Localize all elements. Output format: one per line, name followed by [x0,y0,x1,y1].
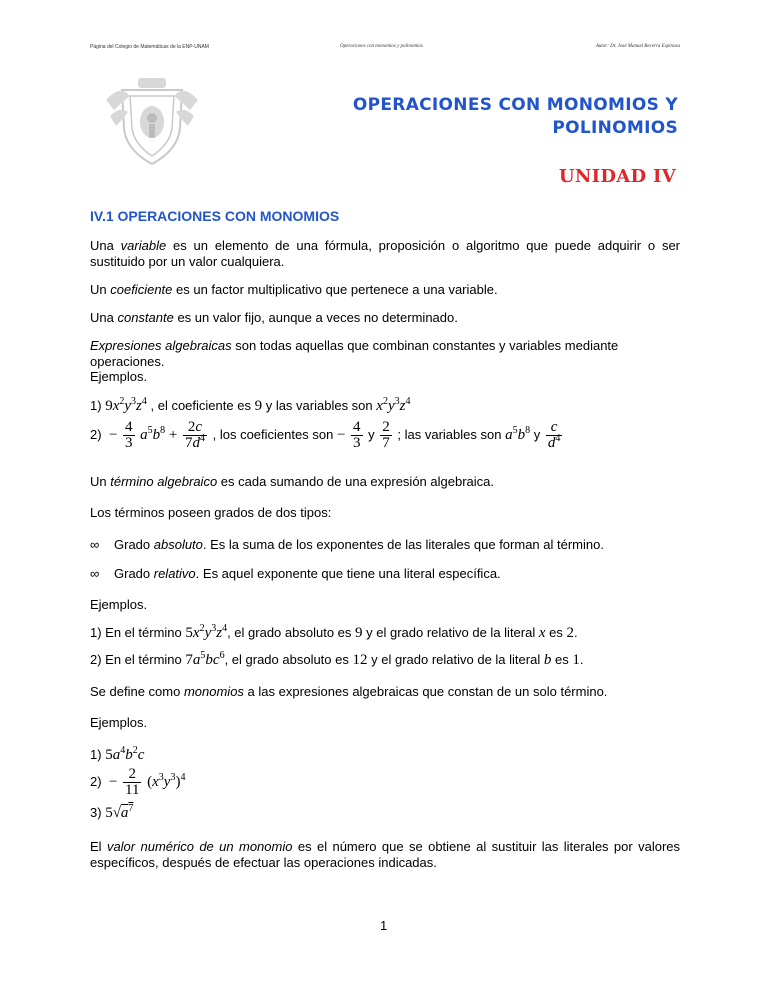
term-coeficiente: coeficiente [110,282,173,297]
absolute-degree-value: 12 [352,652,368,668]
term-expresiones: Expresiones algebraicas [90,338,232,353]
text: . [574,625,578,640]
bullet-relativo [114,566,501,581]
grado-example-2 [90,652,680,668]
text: . Es aquel exponente que tiene una literal específica. [195,566,501,581]
header-left: Página del Colegio de Matemáticas de la ENP-UNAM [90,44,209,50]
paragraph-valor-numerico [90,839,680,871]
math-x3y3-pow4: $(x^3y^3)^4$ [147,771,186,790]
text: ; las variables son [397,426,502,442]
monomio-example-3 [90,805,680,821]
text: es un factor multiplicativo que pertenece a una variable. [172,282,498,297]
text: , el coeficiente es [150,398,251,413]
text: , el grado absoluto es [224,652,349,667]
term-monomios: monomios [183,684,244,699]
math-x2y3z4: $x^2y^3z^4$ [376,396,411,414]
text: son todas aquellas que combinan constantes y variables mediante operaciones. [90,338,619,369]
title-line-2: POLINOMIOS [552,118,678,138]
ejemplos-label-3: Ejemplos. [90,715,148,730]
paragraph-monomios [90,684,680,700]
math-minus: − [336,426,346,443]
fraction-2c-7d4: $\frac{2c}{7d^4}$ [185,419,205,451]
fraction-4-3: $\frac{4}{3}$ [125,419,133,451]
fraction-2-11: $\frac{2}{11}$ [125,766,140,798]
math-a5b8: $a^5b^8$ [505,424,531,443]
text: 1) En el término [90,625,182,640]
header-right: Autor: Dr. José Manuel Becerra Espinosa [595,44,680,49]
text: . [579,652,584,667]
math-minus: − [105,426,118,443]
math-a5b8: $a^5b^8$ + [140,424,178,443]
literal: b [543,652,552,668]
example-number: 2) [90,773,102,789]
text: . Es la suma de los exponentes de las literales que forman al término. [202,537,604,552]
text: y las variables son [265,398,373,413]
text: Un [90,282,111,297]
text: Un [90,474,111,489]
ejemplos-label-2: Ejemplos. [90,597,148,612]
text: Se define como [90,684,184,699]
text: es un elemento de una fórmula, proposición o algoritmo que puede adquirir o ser sustituido por un valor cualquiera. [90,238,680,269]
term-constante: constante [117,310,174,325]
text: y el grado relativo de la literal [366,625,536,640]
term-termino-algebraico: término algebraico [110,474,218,489]
monomio-example-1 [90,747,680,763]
text: y [533,426,541,442]
text: 2) En el término [90,652,182,667]
monomio-example-2 [90,767,680,798]
bullet-absoluto [114,537,604,552]
math-5sqrt-a7: $5√a^7$ [105,803,134,821]
term-variable: variable [120,238,167,253]
document-title [248,94,678,140]
relative-degree-value: 1 [572,652,580,668]
term-valor-numerico: valor numérico de un monomio [106,839,293,854]
text: Grado [114,537,154,552]
paragraph-grados: Los términos poseen grados de dos tipos: [90,505,332,520]
math-5a4b2c: $5a^4b^2c$ [105,745,145,763]
example-2 [90,420,680,451]
math-5x2y3z4: $5x^2y^3z^4$ [185,623,228,641]
paragraph-variable [90,238,680,270]
unam-seal-logo [100,70,204,174]
grado-example-1 [90,625,680,641]
text: y el grado relativo de la literal [371,652,541,667]
header-center: Operaciones con monomios y polinomios [340,44,423,49]
fraction-4-3: $\frac{4}{3}$ [353,419,361,451]
math-minus: − [105,773,118,790]
text: es un valor fijo, aunque a veces no determinado. [173,310,458,325]
fraction-2-7: $\frac{2}{7}$ [382,419,390,451]
term-absoluto: absoluto [153,537,203,552]
text: Una [90,238,121,253]
text: , los coeficientes son [212,426,334,442]
section-heading: IV.1 OPERACIONES CON MONOMIOS [90,208,340,224]
bullet-symbol: ∞ [90,566,100,581]
text: Una [90,310,118,325]
paragraph-expresiones [90,338,680,370]
text: Grado [114,566,154,581]
unit-heading: UNIDAD IV [558,166,676,187]
relative-degree-value: 2 [566,625,575,641]
text: es cada sumando de una expresión algebraica. [217,474,494,489]
text: , el grado absoluto es [227,625,352,640]
example-number: 2) [90,426,102,442]
example-number: 1) [90,398,102,413]
text: El [90,839,107,854]
text: es [554,652,569,667]
example-number: 1) [90,747,102,762]
math-7a5bc6: $7a^5bc^6$ [185,650,225,668]
literal: x [538,625,546,641]
ejemplos-label-1: Ejemplos. [90,369,148,384]
text: y [368,426,375,442]
text: a las expresiones algebraicas que constan de un solo término. [243,684,608,699]
text: es el número que se obtiene al sustituir las literales por valores específicos, después de efectuar las operaciones indicadas. [90,839,681,870]
paragraph-termino [90,474,680,490]
absolute-degree-value: 9 [355,625,363,641]
text: es [549,625,563,640]
bullet-symbol: ∞ [90,537,100,552]
page-number: 1 [380,918,388,933]
paragraph-constante [90,310,680,326]
coefficient-value: 9 [254,398,263,414]
term-relativo: relativo [153,566,196,581]
math-9x2y3z4: $9x^2y^3z^4$ [105,396,147,414]
paragraph-coeficiente [90,282,680,298]
fraction-c-d4: $\frac{c}{d^4}$ [547,419,561,451]
title-line-1: OPERACIONES CON MONOMIOS Y [352,95,678,115]
example-1 [90,398,680,414]
example-number: 3) [90,805,102,820]
